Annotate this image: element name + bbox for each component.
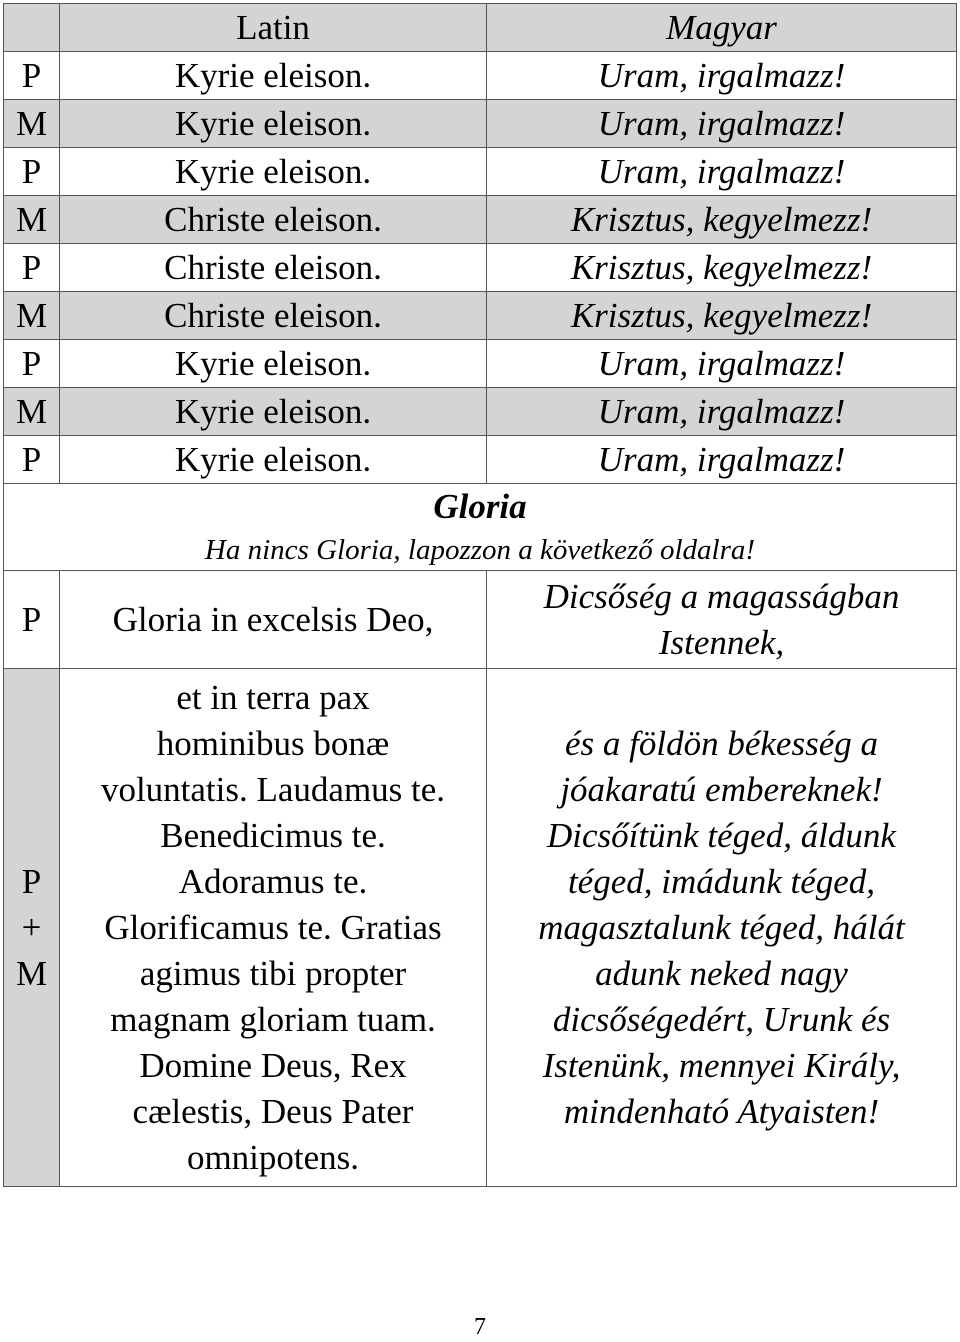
magyar-line: adunk neked nagy — [595, 953, 848, 993]
latin-cell: Kyrie eleison. — [60, 100, 487, 148]
latin-cell: Kyrie eleison. — [60, 340, 487, 388]
latin-cell: Kyrie eleison. — [60, 148, 487, 196]
latin-line: cælestis, Deus Pater — [132, 1091, 414, 1131]
magyar-cell — [487, 571, 957, 669]
latin-line: omnipotens. — [186, 1137, 360, 1177]
latin-line: magnam gloriam tuam. — [110, 999, 436, 1039]
section-title: Gloria — [433, 487, 527, 526]
magyar-cell: Krisztus, kegyelmezz! — [487, 244, 957, 292]
section-note: Ha nincs Gloria, lapozzon a következő oldalra! — [204, 534, 756, 566]
table-row — [4, 669, 957, 1187]
role-cell: M — [4, 100, 60, 148]
magyar-cell: Krisztus, kegyelmezz! — [487, 196, 957, 244]
header-role-cell — [4, 4, 60, 52]
latin-line: et in terra pax — [176, 677, 370, 717]
table-row — [4, 436, 957, 484]
latin-cell: Christe eleison. — [60, 196, 487, 244]
magyar-line: magasztalunk téged, hálát — [538, 907, 905, 947]
role-line: M — [15, 953, 48, 993]
table-row — [4, 244, 957, 292]
header-row — [4, 4, 957, 52]
magyar-line: Dicsőség a magasságban — [543, 576, 900, 616]
magyar-line: és a földön békesség a — [565, 723, 878, 763]
latin-line: hominibus bonæ — [156, 723, 390, 763]
role-cell: P — [4, 571, 60, 669]
magyar-cell: Uram, irgalmazz! — [487, 100, 957, 148]
role-cell: M — [4, 292, 60, 340]
latin-line: voluntatis. Laudamus te. — [100, 769, 446, 809]
magyar-line: Istenünk, mennyei Király, — [542, 1045, 901, 1085]
header-magyar: Magyar — [487, 4, 957, 52]
role-cell — [4, 669, 60, 1187]
table-row — [4, 196, 957, 244]
latin-cell: Gloria in excelsis Deo, — [60, 571, 487, 669]
magyar-line: jóakaratú embereknek! — [560, 769, 883, 809]
role-cell: P — [4, 52, 60, 100]
role-cell: P — [4, 340, 60, 388]
table-row — [4, 292, 957, 340]
magyar-line: téged, imádunk téged, — [567, 861, 876, 901]
table-row — [4, 340, 957, 388]
magyar-cell: Uram, irgalmazz! — [487, 388, 957, 436]
table-row — [4, 148, 957, 196]
magyar-cell: Uram, irgalmazz! — [487, 148, 957, 196]
table-row — [4, 100, 957, 148]
role-cell: M — [4, 196, 60, 244]
latin-cell: Christe eleison. — [60, 292, 487, 340]
role-cell: P — [4, 436, 60, 484]
role-cell: M — [4, 388, 60, 436]
latin-line: Glorificamus te. Gratias — [104, 907, 442, 947]
table-row — [4, 52, 957, 100]
magyar-cell: Uram, irgalmazz! — [487, 52, 957, 100]
latin-line: Domine Deus, Rex — [139, 1045, 407, 1085]
table-row — [4, 388, 957, 436]
latin-line: Benedicimus te. — [160, 815, 386, 855]
latin-cell — [60, 669, 487, 1187]
magyar-cell — [487, 669, 957, 1187]
table-row — [4, 571, 957, 669]
magyar-cell: Uram, irgalmazz! — [487, 340, 957, 388]
latin-cell: Christe eleison. — [60, 244, 487, 292]
latin-cell: Kyrie eleison. — [60, 436, 487, 484]
magyar-line: Dicsőítünk téged, áldunk — [547, 815, 896, 855]
role-cell: P — [4, 244, 60, 292]
role-line: P — [21, 861, 42, 901]
magyar-line: Istennek, — [658, 622, 785, 662]
magyar-line: mindenható Atyaisten! — [563, 1091, 880, 1131]
header-latin: Latin — [60, 4, 487, 52]
section-cell — [4, 484, 957, 571]
magyar-cell: Krisztus, kegyelmezz! — [487, 292, 957, 340]
latin-cell: Kyrie eleison. — [60, 388, 487, 436]
latin-cell: Kyrie eleison. — [60, 52, 487, 100]
latin-line: Adoramus te. — [178, 861, 368, 901]
page-number: 7 — [474, 1314, 486, 1340]
section-row — [4, 484, 957, 571]
latin-line: agimus tibi propter — [139, 953, 407, 993]
role-cell: P — [4, 148, 60, 196]
magyar-line: dicsőségedért, Urunk és — [552, 999, 891, 1039]
magyar-cell: Uram, irgalmazz! — [487, 436, 957, 484]
role-line: + — [21, 907, 42, 947]
liturgy-table — [3, 3, 957, 1187]
